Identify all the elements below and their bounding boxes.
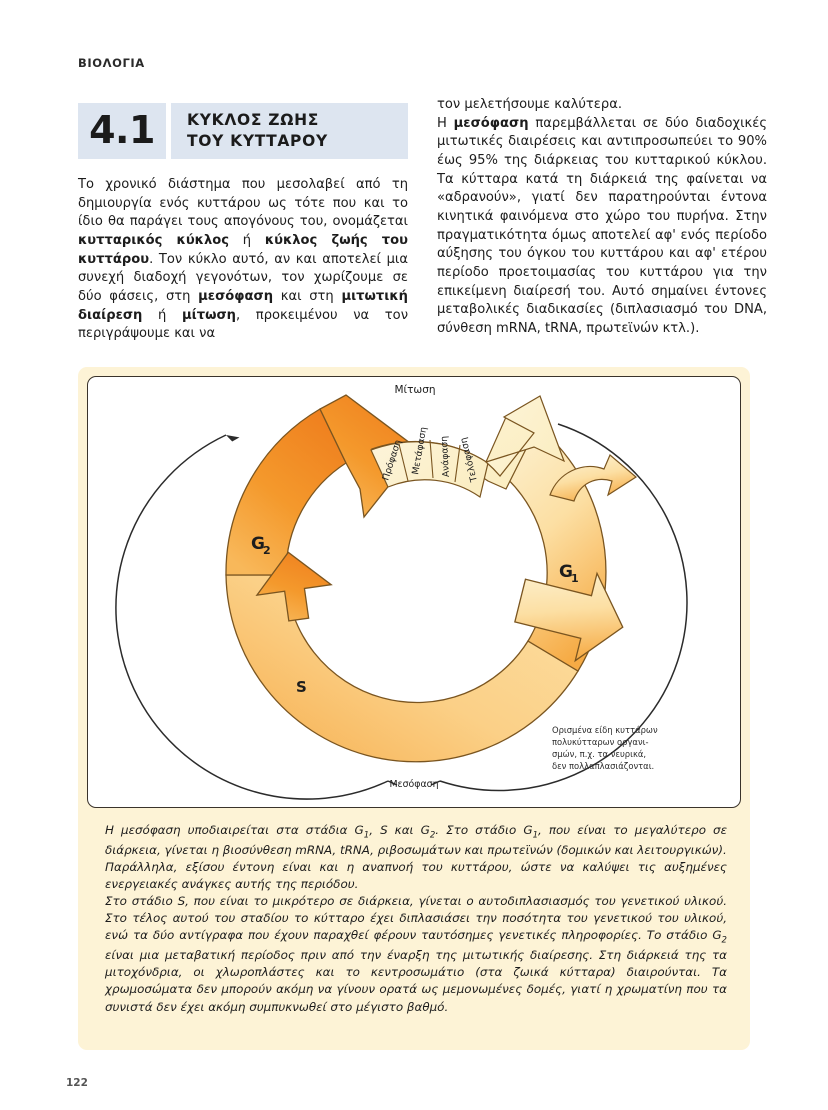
figure-panel [87,376,741,808]
label-metaphase: Μετάφαση [410,426,430,476]
caption-paragraph-2: Παράλληλα, εξίσου έντονη είναι και η αναπνοή του κυττάρου, ώστε να καλύψει τις αυξημένες ενεργειακές ανάγκες αυτής της περιόδου. [105,859,727,891]
page-number: 122 [66,1077,88,1089]
section-title-line-2: ΤΟΥ ΚΥΤΤΑΡΟΥ [187,132,328,150]
running-head: ΒΙΟΛΟΓΙΑ [78,56,145,70]
caption-paragraph-3: Στο στάδιο S, που είναι το μικρότερο σε διάρκεια, γίνεται ο αυτοδιπλασιασμός του γενετικού υλικού. Στο τέλος αυτού του σταδίου το κύτταρο έχει διπλασιάσει την ποσότητα του γενετικού του υλικού, ενώ τα δύο αντίγραφα που έχουν παραχθεί φέρουν ταυτόσημες γενετικές πληροφορίες. Το στάδιο $G_2$ είναι μια μεταβατική περίοδος πριν από την έναρξη της μιτωτικής διαίρεσης. Στη διάρκειά της τα μιτοχόνδρια, οι χλωροπλάστες και το κεντροσωμάτιο (στα ζωικά κύτταρα) διαιρούνται. Τα χρωμοσώματα δεν μπορούν ακόμη να γίνουν ορατά ως μεμονωμένες δομές, γιατί η χρωματίνη που τα συνιστά δεν έχει ακόμη συμπυκνωθεί στο μέγιστο βαθμό. [105,894,727,1014]
section-number: 4.1 [78,103,166,159]
body-column-left [78,176,408,344]
label-anaphase: Ανάφαση [438,435,452,478]
label-s: S [296,678,307,696]
caption-paragraph-1: Η μεσόφαση υποδιαιρείται στα στάδια $G_1$, S και $G_2$. Στο στάδιο $G_1$, που είναι το μεγαλύτερο σε διάρκεια, γίνεται η βιοσύνθεση mRNA, tRNA, ριβοσωμάτων και πρωτεϊνών (δομικών και λειτουργικών). [105,823,727,857]
label-prophase: Πρόφαση [380,438,404,482]
svg-text:G: G [559,562,573,582]
section-title-line-1: ΚΥΚΛΟΣ ΖΩΗΣ [187,111,320,130]
label-mitosis: Μίτωση [394,384,436,396]
figure-note-line: πολυκύτταρων οργανι- [552,736,649,747]
body-column-right [437,96,767,339]
body-paragraph-right: τον μελετήσουμε καλύτερα. Η μεσόφαση παρεμβάλλεται σε δύο διαδοχικές μιτωτικές διαιρέσεις και αντιπροσωπεύει το 90% έως 95% της διάρκειας του κυτταρικού κύκλου. Τα κύτταρα κατά τη διάρκειά της φαίνεται να «αδρανούν», γιατί δεν παρατηρούνται έντονα κινητικά φαινόμενα στο χώρο του πυρήνα. Στην πραγματικότητα όμως αποτελεί αφ' ενός περίοδο αύξησης του όγκου του κυττάρου και αφ' ετέρου περίοδο προετοιμασίας του κυττάρου για την επικείμενη διαίρεσή του. Αυτό σημαίνει έντονες μεταβολικές διαδικασίες (διπλασιασμό του DNA, σύνθεση mRNA, tRNA, πρωτεϊνών κτλ.). [437,97,768,336]
figure-caption [87,822,741,1016]
label-interphase: Μεσόφαση [389,779,439,790]
figure-note [552,725,702,773]
svg-text:G: G [251,534,265,554]
figure-cell-cycle [78,367,750,1050]
body-paragraph-left: Το χρονικό διάστημα που μεσολαβεί από τη δημιουργία ενός κυττάρου ως τότε που και το ίδιο θα παράγει τους απογόνους του, ονομάζεται κυτταρικός κύκλος ή κύκλος ζωής του κυττάρου. Τον κύκλο αυτό, αν και αποτελεί μια συνεχή διαδοχή γεγονότων, τον χωρίζουμε σε δύο φάσεις, στη μεσόφαση και στη μιτωτική διαίρεση ή μίτωση, προκειμένου να τον περιγράψουμε και να [78,177,409,342]
figure-note-line: σμών, π.χ. τα νευρικά, [552,748,647,759]
section-title [171,103,408,159]
svg-text:2: 2 [263,544,271,557]
section-header [78,103,408,159]
label-telophase: Τελόφαση [458,436,480,483]
svg-text:1: 1 [571,572,579,585]
figure-note-line: Ορισμένα είδη κυττάρων [552,725,658,735]
figure-note-line: δεν πολλαπλασιάζονται. [552,760,655,771]
